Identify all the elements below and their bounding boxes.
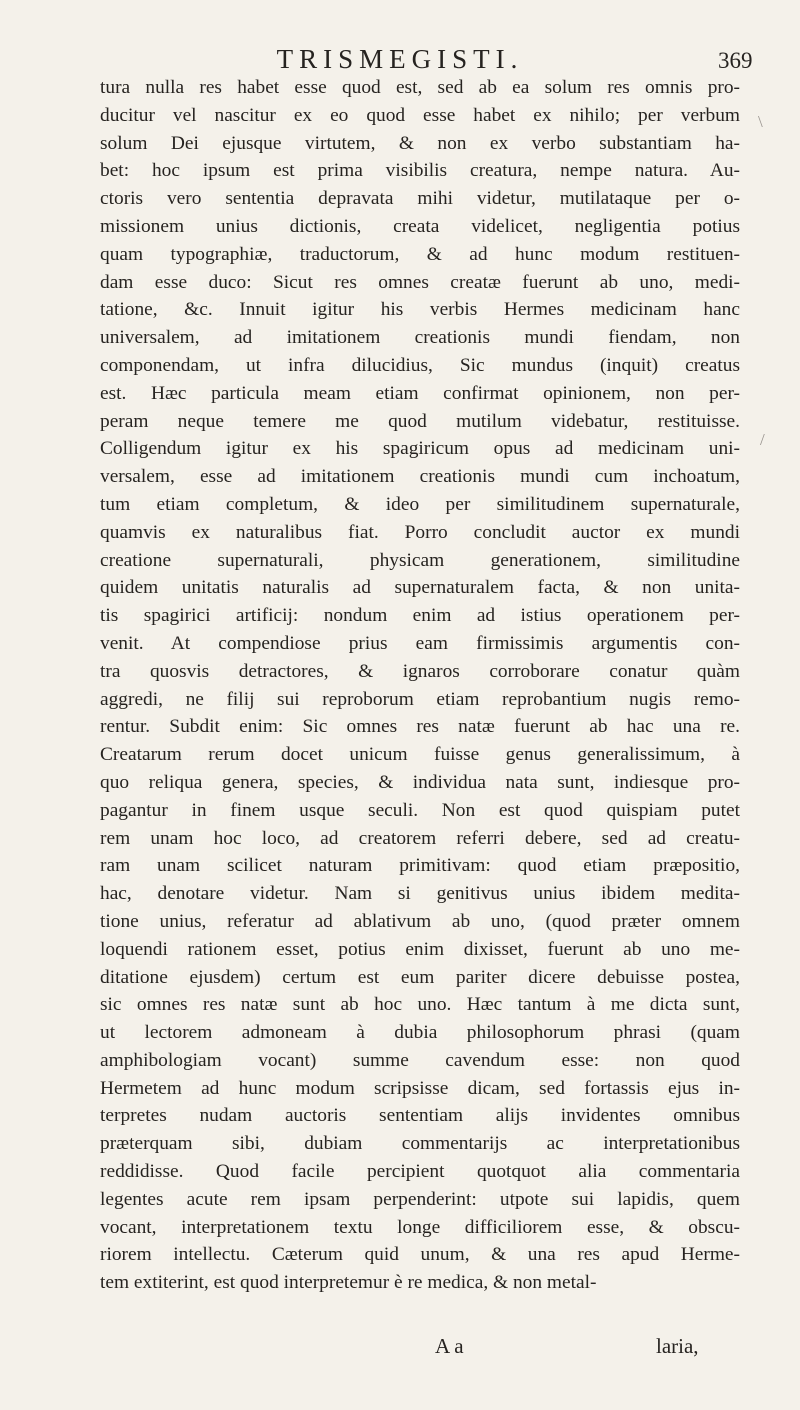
text-line: missionem unius dictionis, creata videlicet, negligentia potius — [100, 215, 740, 237]
text-line: rem unam hoc loco, ad creatorem referri debere, sed ad creatu- — [100, 827, 740, 849]
body-text — [100, 74, 740, 1297]
text-line: tatione, &c. Innuit igitur his verbis Hermes medicinam hanc — [100, 299, 740, 321]
text-line: præterquam sibi, dubiam commentarijs ac interpretationibus — [100, 1133, 740, 1155]
text-line: solum Dei ejusque virtutem, & non ex verbo substantiam ha- — [100, 132, 740, 154]
margin-mark: \ — [758, 112, 763, 131]
text-line: loquendi rationem esset, potius enim dixisset, fuerunt ab uno me- — [100, 938, 740, 960]
text-line: quam typographiæ, traductorum, & ad hunc modum restituen- — [100, 243, 740, 265]
text-line: legentes acute rem ipsam perpenderint: utpote sui lapidis, quem — [100, 1188, 740, 1210]
text-line: Colligendum igitur ex his spagiricum opus ad medicinam uni- — [100, 438, 740, 460]
text-line: tura nulla res habet esse quod est, sed ab ea solum res omnis pro- — [100, 77, 740, 98]
text-line: bet: hoc ipsum est prima visibilis creatura, nempe natura. Au- — [100, 160, 740, 182]
text-line: versalem, esse ad imitationem creationis mundi cum inchoatum, — [100, 466, 740, 488]
text-line: reddidisse. Quod facile percipient quotquot alia commentaria — [100, 1161, 740, 1183]
text-line: quamvis ex naturalibus fiat. Porro concludit auctor ex mundi — [100, 521, 740, 543]
text-line: ut lectorem admoneam à dubia philosophorum phrasi (quam — [100, 1022, 740, 1044]
text-line: creatione supernaturali, physicam generationem, similitudine — [100, 549, 740, 571]
text-line: tione unius, referatur ad ablativum ab uno, (quod præter omnem — [100, 910, 740, 932]
text-line: peram neque temere me quod mutilum videbatur, restituisse. — [100, 410, 740, 432]
text-line: quo reliqua genera, species, & individua nata sunt, indiesque pro- — [100, 771, 740, 793]
text-line: tum etiam completum, & ideo per similitudinem supernaturale, — [100, 493, 740, 515]
text-line: universalem, ad imitationem creationis mundi fiendam, non — [100, 327, 740, 349]
text-line: rentur. Subdit enim: Sic omnes res natæ fuerunt ab hac una re. — [100, 716, 740, 738]
text-line: ducitur vel nascitur ex eo quod esse habet ex nihilo; per verbum — [100, 104, 740, 126]
text-line: aggredi, ne filij sui reproborum etiam reprobantium nugis remo- — [100, 688, 740, 710]
text-line: pagantur in finem usque seculi. Non est quod quispiam putet — [100, 799, 740, 821]
text-line: vocant, interpretationem textu longe difficiliorem esse, & obscu- — [100, 1216, 740, 1238]
text-line: tra quosvis detractores, & ignaros corroborare conatur quàm — [100, 660, 740, 682]
text-line: Hermetem ad hunc modum scripsisse dicam, sed fortassis ejus in- — [100, 1077, 740, 1099]
margin-mark: / — [760, 430, 765, 449]
text-line: componendam, ut infra dilucidius, Sic mundus (inquit) creatus — [100, 354, 740, 376]
running-title: TRISMEGISTI. — [276, 44, 524, 74]
text-line: hac, denotare videtur. Nam si genitivus unius ibidem medita- — [100, 883, 740, 905]
text-line: ram unam scilicet naturam primitivam: quod etiam præpositio, — [100, 855, 740, 877]
text-line: terpretes nudam auctoris sententiam alijs invidentes omnibus — [100, 1105, 740, 1127]
text-line: est. Hæc particula meam etiam confirmat opinionem, non per- — [100, 382, 740, 404]
text-line: quidem unitatis naturalis ad supernaturalem facta, & non unita- — [100, 577, 740, 599]
text-line: tem extiterint, est quod interpretemur è re medica, & non metal- — [100, 1272, 597, 1294]
text-line: riorem intellectu. Cæterum quid unum, & una res apud Herme- — [100, 1244, 740, 1266]
text-line: sic omnes res natæ sunt ab hoc uno. Hæc tantum à me dicta sunt, — [100, 994, 740, 1016]
signature-mark: A a — [435, 1334, 464, 1358]
page-number: 369 — [718, 48, 753, 73]
text-line: Creatarum rerum docet unicum fuisse genus generalissimum, à — [100, 744, 740, 766]
text-line: dam esse duco: Sicut res omnes creatæ fuerunt ab uno, medi- — [100, 271, 740, 293]
text-line: amphibologiam vocant) summe cavendum esse: non quod — [100, 1049, 740, 1071]
text-line: ditatione ejusdem) certum est eum pariter dicere debuisse postea, — [100, 966, 740, 988]
text-line: venit. At compendiose prius eam firmissimis argumentis con- — [100, 632, 740, 654]
catchword: laria, — [656, 1334, 699, 1358]
text-line: ctoris vero sententia depravata mihi videtur, mutilataque per o- — [100, 188, 740, 210]
text-line: tis spagirici artificij: nondum enim ad istius operationem per- — [100, 605, 740, 627]
